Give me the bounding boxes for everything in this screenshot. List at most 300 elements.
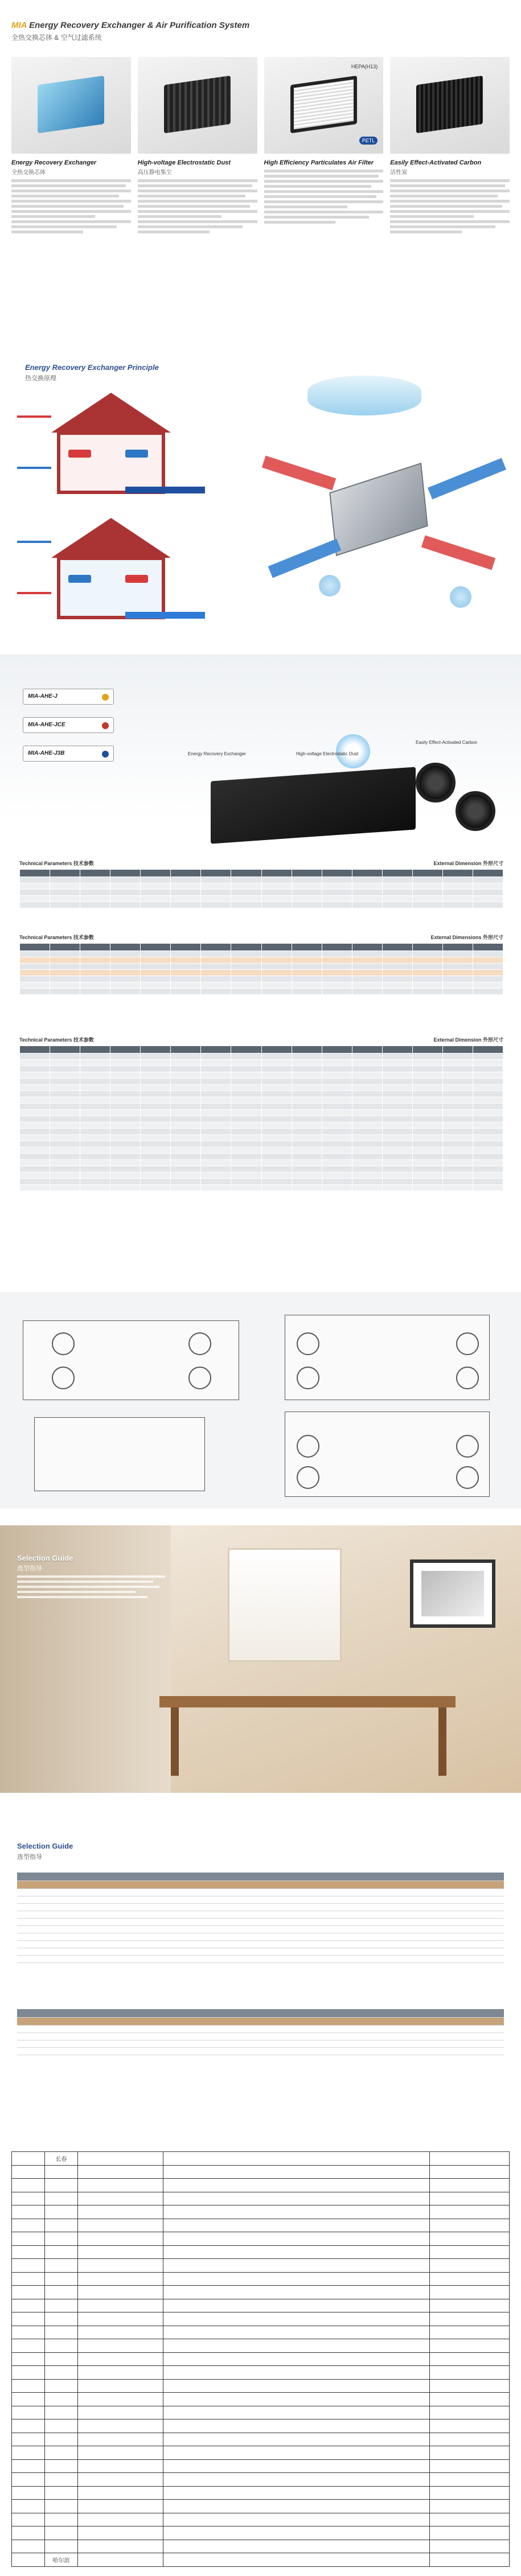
province-cell xyxy=(12,2419,45,2433)
header-title-text: Energy Recovery Exchanger & Air Purification System xyxy=(29,20,250,30)
house-diagram-winter xyxy=(17,518,205,626)
table-cell xyxy=(473,982,503,989)
table-cell xyxy=(20,1097,50,1104)
guide-cell xyxy=(450,2040,504,2047)
drawing-bottom-view xyxy=(285,1412,490,1497)
guide-cell xyxy=(179,2040,233,2047)
guide-cell xyxy=(288,1940,342,1948)
table-cell xyxy=(141,1072,171,1079)
city-cell xyxy=(45,2459,78,2473)
product-cards xyxy=(11,57,510,236)
guide-cell xyxy=(71,1940,125,1948)
province-cell xyxy=(12,2459,45,2473)
table-cell xyxy=(322,1085,352,1091)
table-cell xyxy=(231,1141,261,1147)
table-cell xyxy=(141,1141,171,1147)
guide-cell xyxy=(450,1948,504,1955)
city-cell xyxy=(45,2446,78,2460)
product-title: High Efficiency Particulates Air Filter xyxy=(264,159,374,166)
table-row xyxy=(20,877,503,883)
phone-cell xyxy=(430,2526,510,2540)
phone-cell xyxy=(430,2165,510,2179)
unit-body xyxy=(211,767,416,843)
table-cell xyxy=(171,1060,201,1066)
table-cell xyxy=(261,1072,292,1079)
text-line xyxy=(11,179,131,182)
table-cell xyxy=(412,982,442,989)
table-cell xyxy=(382,1072,412,1079)
table-cell xyxy=(20,1072,50,1079)
table-cell xyxy=(442,1054,473,1060)
table-cell xyxy=(201,951,231,957)
phone-cell xyxy=(430,2205,510,2219)
text-line xyxy=(264,185,372,188)
table-dim-title: External Dimension 外形尺寸 xyxy=(433,861,503,866)
table-cell xyxy=(322,1179,352,1185)
text-line xyxy=(11,195,119,197)
phone-cell xyxy=(430,2192,510,2205)
table-cell xyxy=(201,1072,231,1079)
series-color-dot xyxy=(102,722,109,729)
table-cell xyxy=(201,883,231,890)
table-cell xyxy=(50,1172,80,1179)
table-cell xyxy=(322,902,352,908)
guide-cell xyxy=(179,2047,233,2055)
city-cell xyxy=(45,2192,78,2205)
table-cell xyxy=(442,1110,473,1116)
table-header-cell xyxy=(382,944,412,951)
guide-cell xyxy=(342,2032,396,2040)
table-cell xyxy=(442,1066,473,1072)
province-cell xyxy=(12,2259,45,2273)
table-cell xyxy=(171,877,201,883)
province-cell xyxy=(12,2299,45,2312)
guide-row xyxy=(17,1940,504,1948)
directory-row xyxy=(12,2205,510,2219)
product-label: HEPA(H13) xyxy=(351,64,378,69)
guide-cell xyxy=(396,2017,450,2025)
product-image xyxy=(11,57,131,154)
port-circle xyxy=(188,1367,211,1389)
table-cell xyxy=(442,951,473,957)
table-cell xyxy=(141,877,171,883)
guide-cell xyxy=(125,1873,179,1880)
table-cell xyxy=(412,1154,442,1160)
table-header-cell xyxy=(80,870,110,877)
table-cell xyxy=(352,1154,382,1160)
product-title: High-voltage Electrostatic Dust xyxy=(137,159,231,166)
table-cell xyxy=(412,1079,442,1085)
table-cell xyxy=(382,1116,412,1122)
product-title: Energy Recovery Exchanger xyxy=(11,159,97,166)
table-cell xyxy=(382,951,412,957)
table-header-cell xyxy=(141,1046,171,1054)
unit-label-right: Easily Effect-Activated Carbon xyxy=(416,740,477,745)
guide-cell xyxy=(71,1918,125,1925)
table-cell xyxy=(141,1066,171,1072)
table-cell xyxy=(473,1091,503,1097)
table-cell xyxy=(352,1079,382,1085)
text-line xyxy=(11,210,131,213)
table-cell xyxy=(201,1116,231,1122)
port-circle xyxy=(456,1332,479,1355)
table-cell xyxy=(171,1054,201,1060)
city-cell xyxy=(45,2366,78,2380)
table-cell xyxy=(442,1104,473,1110)
table-cell xyxy=(352,1160,382,1166)
table-header-cell xyxy=(292,944,322,951)
phone-cell xyxy=(430,2553,510,2567)
table-cell xyxy=(473,1129,503,1135)
table-cell xyxy=(110,1185,141,1191)
phone-cell xyxy=(430,2219,510,2232)
guide-cell xyxy=(17,1948,71,1955)
house-wall xyxy=(57,557,165,619)
table-cell xyxy=(20,1154,50,1160)
table-cell xyxy=(80,1054,110,1060)
guide-cell xyxy=(342,2047,396,2055)
text-line xyxy=(264,205,348,208)
table-cell xyxy=(292,964,322,970)
guide-cell xyxy=(125,2040,179,2047)
company-cell xyxy=(78,2312,163,2326)
table-cell xyxy=(80,1072,110,1079)
table-row xyxy=(20,1135,503,1141)
table-grid xyxy=(19,1046,503,1191)
table-cell xyxy=(110,970,141,976)
header-title xyxy=(11,20,410,30)
province-cell xyxy=(12,2232,45,2246)
city-cell xyxy=(45,2259,78,2273)
table-cell xyxy=(322,970,352,976)
table-cell xyxy=(292,890,322,896)
table-cell xyxy=(292,1091,322,1097)
text-line xyxy=(264,211,384,213)
table-cell xyxy=(382,883,412,890)
table-cell xyxy=(442,976,473,982)
table-header-cell xyxy=(110,944,141,951)
table-cell xyxy=(231,1166,261,1172)
text-line xyxy=(11,200,131,203)
guide-cell xyxy=(71,2009,125,2017)
air-bubble xyxy=(450,586,471,608)
guide-cell xyxy=(17,2032,71,2040)
table-cell xyxy=(110,989,141,995)
table-row xyxy=(20,976,503,982)
table-cell xyxy=(382,877,412,883)
table-cell xyxy=(80,982,110,989)
table-cell xyxy=(141,1054,171,1060)
table-cell xyxy=(442,982,473,989)
table-cell xyxy=(322,1060,352,1066)
table-cell xyxy=(261,1135,292,1141)
port-circle xyxy=(188,1332,211,1355)
table-cell xyxy=(352,1060,382,1066)
table-grid xyxy=(19,869,503,908)
table-cell xyxy=(322,1154,352,1160)
table-cell xyxy=(141,1160,171,1166)
photo-text-panel xyxy=(17,1554,165,1598)
city-cell xyxy=(45,2379,78,2393)
table-cell xyxy=(20,1104,50,1110)
guide-row xyxy=(17,2047,504,2055)
text-line xyxy=(11,231,83,233)
directory-row xyxy=(12,2513,510,2526)
house-wall xyxy=(57,431,165,494)
table-header-cell xyxy=(322,870,352,877)
guide-cell xyxy=(450,1903,504,1911)
directory-row xyxy=(12,2245,510,2259)
table-cell xyxy=(352,970,382,976)
table-cell xyxy=(20,1122,50,1129)
guide-cell xyxy=(450,1880,504,1888)
table-cell xyxy=(292,1085,322,1091)
company-cell xyxy=(78,2526,163,2540)
phone-cell xyxy=(430,2393,510,2406)
table-header-cell xyxy=(292,870,322,877)
text-line xyxy=(11,225,117,228)
table-cell xyxy=(201,1154,231,1160)
table-cell xyxy=(261,989,292,995)
guide-cell xyxy=(396,2040,450,2047)
table-cell xyxy=(171,1179,201,1185)
guide-cell xyxy=(288,1911,342,1918)
table-row xyxy=(20,1085,503,1091)
table-cell xyxy=(20,902,50,908)
guide-row xyxy=(17,1933,504,1940)
table-cell xyxy=(231,1110,261,1116)
guide-cell xyxy=(233,1888,288,1896)
table-cell xyxy=(171,1147,201,1154)
guide-cell xyxy=(396,1888,450,1896)
table-cell xyxy=(80,890,110,896)
province-cell xyxy=(12,2205,45,2219)
table-cell xyxy=(20,896,50,902)
table-cell xyxy=(261,1079,292,1085)
guide-cell xyxy=(71,1880,125,1888)
table-cell xyxy=(412,1085,442,1091)
table-cell xyxy=(322,951,352,957)
guide-cell xyxy=(179,1896,233,1903)
guide-row xyxy=(17,1948,504,1955)
table-cell xyxy=(382,976,412,982)
table-cell xyxy=(20,1116,50,1122)
table-row xyxy=(20,1122,503,1129)
guide-cell xyxy=(125,1903,179,1911)
directory-row xyxy=(12,2339,510,2353)
guide-cell xyxy=(450,1873,504,1880)
address-cell xyxy=(163,2379,430,2393)
table-cell xyxy=(473,1085,503,1091)
table-row xyxy=(20,1097,503,1104)
city-cell xyxy=(45,2406,78,2419)
province-cell xyxy=(12,2486,45,2500)
company-cell xyxy=(78,2513,163,2526)
province-cell xyxy=(12,2393,45,2406)
guide-cell xyxy=(17,1940,71,1948)
guide-cell xyxy=(450,2047,504,2055)
table-cell xyxy=(292,970,322,976)
guide-cell xyxy=(450,2025,504,2032)
table-cell xyxy=(141,883,171,890)
table-cell xyxy=(442,1072,473,1079)
table-cell xyxy=(322,1072,352,1079)
table-cell xyxy=(20,1185,50,1191)
phone-cell xyxy=(430,2179,510,2192)
table-cell xyxy=(442,896,473,902)
phone-cell xyxy=(430,2473,510,2487)
table-header-cell xyxy=(231,944,261,951)
guide-cell xyxy=(17,1903,71,1911)
address-cell xyxy=(163,2192,430,2205)
text-line xyxy=(264,216,370,219)
photo-table-leg xyxy=(438,1707,446,1776)
address-cell xyxy=(163,2473,430,2487)
table-header-cell xyxy=(20,870,50,877)
table-cell xyxy=(292,989,322,995)
guide-cell xyxy=(342,1888,396,1896)
table-cell xyxy=(261,1129,292,1135)
table-cell xyxy=(292,1141,322,1147)
address-cell xyxy=(163,2446,430,2460)
table-cell xyxy=(50,1116,80,1122)
table-header-cell xyxy=(442,870,473,877)
city-cell xyxy=(45,2486,78,2500)
company-cell xyxy=(78,2299,163,2312)
city-cell xyxy=(45,2393,78,2406)
table-cell xyxy=(50,1066,80,1072)
company-cell xyxy=(78,2259,163,2273)
table-cell xyxy=(442,1185,473,1191)
table-cell xyxy=(261,1166,292,1172)
table-cell xyxy=(322,982,352,989)
table-cell xyxy=(201,1147,231,1154)
phone-cell xyxy=(430,2245,510,2259)
province-cell xyxy=(12,2152,45,2166)
text-line xyxy=(138,190,257,192)
table-cell xyxy=(201,1104,231,1110)
province-cell xyxy=(12,2339,45,2353)
province-cell xyxy=(12,2312,45,2326)
table-row xyxy=(20,890,503,896)
table-cell xyxy=(231,1104,261,1110)
phone-cell xyxy=(430,2312,510,2326)
table-cell xyxy=(141,1185,171,1191)
guide-cell xyxy=(396,1896,450,1903)
guide-row xyxy=(17,1911,504,1918)
guide-cell xyxy=(450,1911,504,1918)
guide-cell xyxy=(396,1925,450,1933)
table-cell xyxy=(322,896,352,902)
table-cell xyxy=(80,1110,110,1116)
table-cell xyxy=(442,957,473,964)
table-cell xyxy=(473,964,503,970)
table-cell xyxy=(80,902,110,908)
phone-cell xyxy=(430,2152,510,2166)
table-cell xyxy=(412,877,442,883)
text-line xyxy=(264,200,384,203)
table-cell xyxy=(322,1166,352,1172)
table-cell xyxy=(382,964,412,970)
table-cell xyxy=(352,964,382,970)
table-cell xyxy=(382,1104,412,1110)
product-title-cn: 高压静电集尘 xyxy=(137,170,172,176)
guide-cell xyxy=(125,1948,179,1955)
table-row xyxy=(20,951,503,957)
table-cell xyxy=(261,1097,292,1104)
guide-row xyxy=(17,1888,504,1896)
guide-cell xyxy=(288,1880,342,1888)
table-cell xyxy=(20,1060,50,1066)
table-cell xyxy=(292,1060,322,1066)
table-cell xyxy=(171,1122,201,1129)
table-cell xyxy=(442,890,473,896)
product-image xyxy=(264,57,384,154)
directory-row xyxy=(12,2326,510,2339)
table-cell xyxy=(50,964,80,970)
table-cell xyxy=(231,1091,261,1097)
table-cell xyxy=(231,1172,261,1179)
phone-cell xyxy=(430,2540,510,2553)
city-cell xyxy=(45,2245,78,2259)
table-cell xyxy=(292,1072,322,1079)
text-line xyxy=(138,184,252,187)
company-cell xyxy=(78,2245,163,2259)
table-cell xyxy=(412,883,442,890)
table-header-cell xyxy=(171,944,201,951)
text-line xyxy=(138,200,257,203)
table-cell xyxy=(110,1066,141,1072)
table-cell xyxy=(201,989,231,995)
table-cell xyxy=(352,1122,382,1129)
table-cell xyxy=(141,989,171,995)
address-cell xyxy=(163,2352,430,2366)
product-badge: PETL xyxy=(359,137,378,145)
guide-cell xyxy=(450,1940,504,1948)
guide-cell xyxy=(233,2040,288,2047)
table-row xyxy=(20,1179,503,1185)
guide-cell xyxy=(450,1888,504,1896)
table-cell xyxy=(110,1054,141,1060)
table-cell xyxy=(473,1172,503,1179)
table-row xyxy=(20,1160,503,1166)
guide-cell xyxy=(396,1873,450,1880)
directory-row xyxy=(12,2152,510,2166)
city-cell xyxy=(45,2473,78,2487)
photo-frame xyxy=(410,1559,495,1628)
text-line xyxy=(390,210,510,213)
guide-cell xyxy=(71,1925,125,1933)
table-header-cell xyxy=(110,870,141,877)
table-cell xyxy=(352,976,382,982)
guide-cell xyxy=(71,1903,125,1911)
duct-port-icon xyxy=(456,791,495,831)
table-cell xyxy=(473,1104,503,1110)
table-cell xyxy=(322,1079,352,1085)
table-cell xyxy=(80,1185,110,1191)
table-cell xyxy=(80,976,110,982)
table-cell xyxy=(473,877,503,883)
table-cell xyxy=(110,1104,141,1110)
table-row xyxy=(20,964,503,970)
directory-row xyxy=(12,2473,510,2487)
table-cell xyxy=(171,1160,201,1166)
directory-row xyxy=(12,2352,510,2366)
province-cell xyxy=(12,2446,45,2460)
text-line xyxy=(390,195,498,197)
table-cell xyxy=(110,1129,141,1135)
table-cell xyxy=(50,976,80,982)
